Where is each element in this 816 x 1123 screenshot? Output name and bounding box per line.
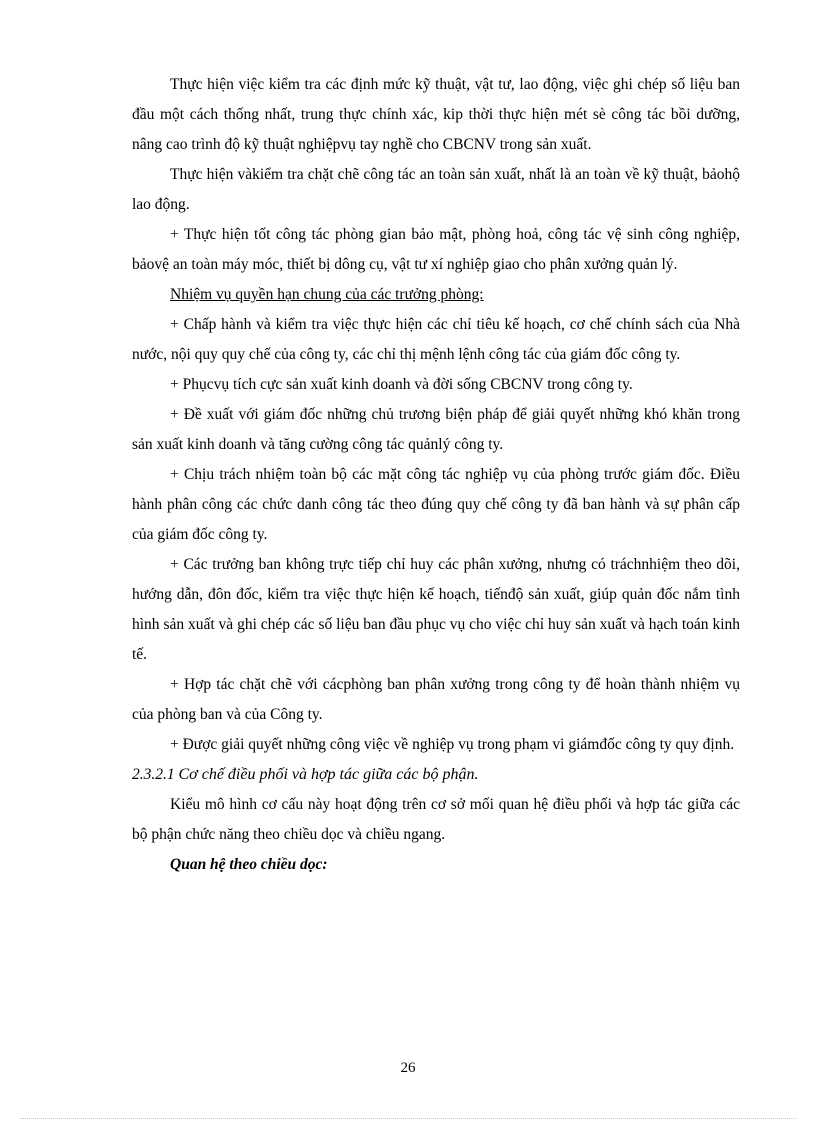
paragraph: Thực hiện vàkiểm tra chặt chẽ công tác an toàn sản xuất, nhất là an toàn về kỹ thuật, bảohộ lao động. — [132, 166, 740, 213]
subsection-heading — [132, 760, 740, 790]
vertical-relation-line — [132, 850, 740, 880]
duty-item: + Được giải quyết những công việc về nghiệp vụ trong phạm vi giámđốc công ty quy định. — [170, 736, 735, 753]
duty-item: + Đề xuất với giám đốc những chủ trương biện pháp để giải quyết những khó khăn trong sản xuất kinh doanh và tăng cường công tác quảnlý công ty. — [132, 406, 740, 453]
vertical-relation-heading: Quan hệ theo chiều dọc: — [170, 856, 328, 873]
page-number: 26 — [400, 1060, 416, 1076]
document-body — [132, 70, 740, 880]
paragraph: + Thực hiện tốt công tác phòng gian bảo mật, phòng hoả, công tác vệ sinh công nghiệp, bảovệ an toàn máy móc, thiết bị dông cụ, vật tư xí nghiệp giao cho phân xưởng quản lý. — [132, 226, 740, 273]
subsection-paragraph: Kiểu mô hình cơ cấu này hoạt động trên cơ sở mối quan hệ điều phối và hợp tác giữa các bộ phận chức năng theo chiều dọc và chiều ngang. — [132, 796, 740, 843]
section-heading: Nhiệm vụ quyền hạn chung của các trưởng phòng: — [170, 286, 484, 303]
duty-item: + Chịu trách nhiệm toàn bộ các mặt công tác nghiệp vụ của phòng trước giám đốc. Điều hành phân công các chức danh công tác theo đúng quy chế công ty đã ban hành và sự phân cấp của giám đốc công ty. — [132, 466, 740, 543]
duty-item: + Hợp tác chặt chẽ với cácphòng ban phân xưởng trong công ty để hoàn thành nhiệm vụ của phòng ban và của Công ty. — [132, 676, 740, 723]
subsection-title: Cơ chế điều phối và hợp tác giữa các bộ phận. — [178, 766, 479, 783]
section-heading-line — [132, 280, 740, 310]
duty-item: + Phụcvụ tích cực sản xuất kinh doanh và đời sống CBCNV trong công ty. — [170, 376, 633, 393]
subsection-number: 2.3.2.1 — [132, 766, 175, 783]
duty-item: + Chấp hành và kiểm tra việc thực hiện các chỉ tiêu kế hoạch, cơ chế chính sách của Nhà nước, nội quy quy chế của công ty, các chỉ thị mệnh lệnh công tác của giám đốc công ty. — [132, 316, 740, 363]
paragraph: Thực hiện việc kiểm tra các định mức kỹ thuật, vật tư, lao động, việc ghi chép số liệu ban đầu một cách thống nhất, trung thực chính xác, kip thời thực hiện mét sè công tác bồi dưỡng, nâng cao trình độ kỹ thuật nghiệpvụ tay nghề cho CBCNV trong sản xuất. — [132, 76, 740, 153]
duty-item: + Các trưởng ban không trực tiếp chỉ huy các phân xưởng, nhưng có tráchnhiệm theo dõi, hướng dẫn, đôn đốc, kiểm tra việc thực hiện kế hoạch, tiếnđộ sản xuất, giúp quản đốc nắm tình hình sản xuất và ghi chép các số liệu ban đầu phục vụ cho việc chỉ huy sản xuất và hạch toán kinh tế. — [132, 556, 740, 663]
page-bottom-divider — [20, 1118, 796, 1119]
